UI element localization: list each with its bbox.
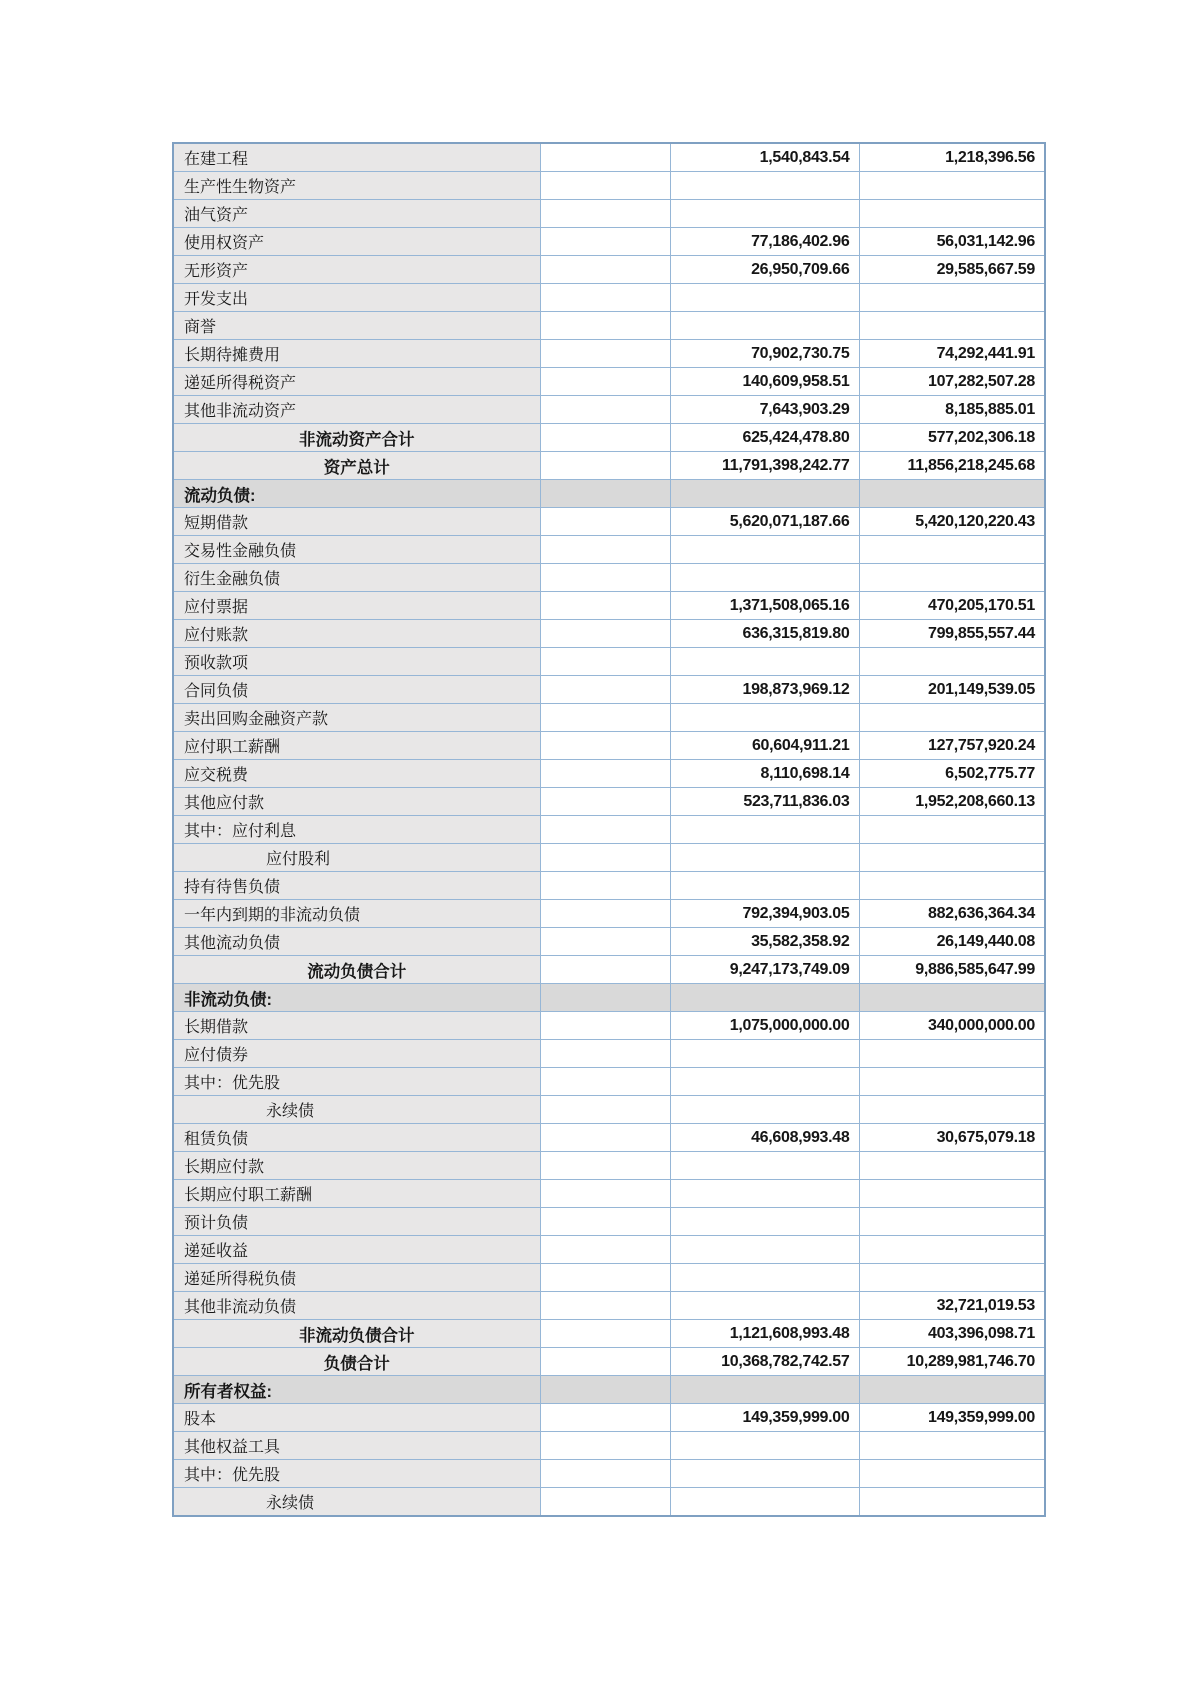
note-cell	[540, 424, 670, 452]
prior-amount-cell	[859, 1432, 1045, 1460]
prior-amount-cell	[859, 1376, 1045, 1404]
account-cell: 合同负债	[173, 676, 540, 704]
prior-amount-cell	[859, 312, 1045, 340]
table-row	[173, 648, 1045, 676]
account-cell: 生产性生物资产	[173, 172, 540, 200]
note-cell	[540, 1264, 670, 1292]
note-cell	[540, 676, 670, 704]
note-cell	[540, 1040, 670, 1068]
account-cell: 预收款项	[173, 648, 540, 676]
prior-amount-cell	[859, 648, 1045, 676]
account-cell: 其他非流动资产	[173, 396, 540, 424]
account-cell: 其他应付款	[173, 788, 540, 816]
prior-amount-cell: 799,855,557.44	[859, 620, 1045, 648]
current-amount-cell	[670, 1292, 859, 1320]
table-row	[173, 256, 1045, 284]
prior-amount-cell: 470,205,170.51	[859, 592, 1045, 620]
prior-amount-cell: 1,218,396.56	[859, 143, 1045, 172]
note-cell	[540, 928, 670, 956]
account-cell: 应付账款	[173, 620, 540, 648]
table-row	[173, 1432, 1045, 1460]
note-cell	[540, 1096, 670, 1124]
account-cell: 其中：优先股	[173, 1460, 540, 1488]
account-cell: 使用权资产	[173, 228, 540, 256]
table-row	[173, 620, 1045, 648]
note-cell	[540, 1460, 670, 1488]
table-row	[173, 1068, 1045, 1096]
prior-amount-cell: 577,202,306.18	[859, 424, 1045, 452]
table-row	[173, 676, 1045, 704]
account-cell: 无形资产	[173, 256, 540, 284]
account-cell: 开发支出	[173, 284, 540, 312]
current-amount-cell: 70,902,730.75	[670, 340, 859, 368]
table-row	[173, 872, 1045, 900]
table-row	[173, 172, 1045, 200]
table-row	[173, 1040, 1045, 1068]
note-cell	[540, 760, 670, 788]
note-cell	[540, 452, 670, 480]
prior-amount-cell	[859, 1236, 1045, 1264]
account-cell: 商誉	[173, 312, 540, 340]
prior-amount-cell: 882,636,364.34	[859, 900, 1045, 928]
table-row	[173, 816, 1045, 844]
account-cell: 应付票据	[173, 592, 540, 620]
current-amount-cell: 625,424,478.80	[670, 424, 859, 452]
current-amount-cell: 636,315,819.80	[670, 620, 859, 648]
table-row	[173, 424, 1045, 452]
current-amount-cell	[670, 1040, 859, 1068]
current-amount-cell	[670, 284, 859, 312]
account-cell: 租赁负债	[173, 1124, 540, 1152]
prior-amount-cell: 26,149,440.08	[859, 928, 1045, 956]
note-cell	[540, 788, 670, 816]
prior-amount-cell: 56,031,142.96	[859, 228, 1045, 256]
current-amount-cell	[670, 648, 859, 676]
account-cell: 流动负债:	[173, 480, 540, 508]
table-row	[173, 1460, 1045, 1488]
note-cell	[540, 1320, 670, 1348]
table-row	[173, 1180, 1045, 1208]
current-amount-cell	[670, 1432, 859, 1460]
prior-amount-cell	[859, 284, 1045, 312]
table-row	[173, 228, 1045, 256]
current-amount-cell: 10,368,782,742.57	[670, 1348, 859, 1376]
table-row	[173, 200, 1045, 228]
note-cell	[540, 1488, 670, 1517]
account-cell: 非流动负债:	[173, 984, 540, 1012]
table-row	[173, 900, 1045, 928]
current-amount-cell	[670, 480, 859, 508]
prior-amount-cell: 149,359,999.00	[859, 1404, 1045, 1432]
prior-amount-cell	[859, 1040, 1045, 1068]
note-cell	[540, 564, 670, 592]
current-amount-cell	[670, 1068, 859, 1096]
account-cell: 持有待售负债	[173, 872, 540, 900]
table-row	[173, 1124, 1045, 1152]
prior-amount-cell	[859, 1096, 1045, 1124]
note-cell	[540, 480, 670, 508]
note-cell	[540, 284, 670, 312]
current-amount-cell: 1,121,608,993.48	[670, 1320, 859, 1348]
table-row	[173, 508, 1045, 536]
account-cell: 长期借款	[173, 1012, 540, 1040]
table-row	[173, 844, 1045, 872]
note-cell	[540, 396, 670, 424]
table-row	[173, 1292, 1045, 1320]
note-cell	[540, 340, 670, 368]
current-amount-cell: 1,540,843.54	[670, 143, 859, 172]
prior-amount-cell: 201,149,539.05	[859, 676, 1045, 704]
prior-amount-cell: 340,000,000.00	[859, 1012, 1045, 1040]
account-cell: 衍生金融负债	[173, 564, 540, 592]
current-amount-cell	[670, 200, 859, 228]
current-amount-cell	[670, 172, 859, 200]
table-row	[173, 1348, 1045, 1376]
prior-amount-cell	[859, 1460, 1045, 1488]
note-cell	[540, 200, 670, 228]
account-cell: 短期借款	[173, 508, 540, 536]
table-row	[173, 340, 1045, 368]
prior-amount-cell	[859, 1208, 1045, 1236]
prior-amount-cell: 11,856,218,245.68	[859, 452, 1045, 480]
account-cell: 递延所得税负债	[173, 1264, 540, 1292]
account-cell: 在建工程	[173, 143, 540, 172]
current-amount-cell: 1,371,508,065.16	[670, 592, 859, 620]
prior-amount-cell	[859, 172, 1045, 200]
prior-amount-cell: 30,675,079.18	[859, 1124, 1045, 1152]
account-cell: 股本	[173, 1404, 540, 1432]
current-amount-cell: 792,394,903.05	[670, 900, 859, 928]
current-amount-cell: 77,186,402.96	[670, 228, 859, 256]
account-cell: 卖出回购金融资产款	[173, 704, 540, 732]
prior-amount-cell	[859, 564, 1045, 592]
account-cell: 应付职工薪酬	[173, 732, 540, 760]
note-cell	[540, 228, 670, 256]
account-cell: 其他非流动负债	[173, 1292, 540, 1320]
prior-amount-cell: 1,952,208,660.13	[859, 788, 1045, 816]
account-cell: 其中：优先股	[173, 1068, 540, 1096]
account-cell: 油气资产	[173, 200, 540, 228]
note-cell	[540, 1236, 670, 1264]
table-row	[173, 984, 1045, 1012]
current-amount-cell: 35,582,358.92	[670, 928, 859, 956]
account-cell: 应付债券	[173, 1040, 540, 1068]
note-cell	[540, 143, 670, 172]
current-amount-cell	[670, 1180, 859, 1208]
current-amount-cell: 46,608,993.48	[670, 1124, 859, 1152]
note-cell	[540, 872, 670, 900]
note-cell	[540, 648, 670, 676]
prior-amount-cell: 9,886,585,647.99	[859, 956, 1045, 984]
note-cell	[540, 1292, 670, 1320]
account-cell: 长期待摊费用	[173, 340, 540, 368]
note-cell	[540, 1376, 670, 1404]
note-cell	[540, 592, 670, 620]
note-cell	[540, 1432, 670, 1460]
account-cell: 永续债	[173, 1096, 540, 1124]
table-row	[173, 1488, 1045, 1517]
current-amount-cell: 140,609,958.51	[670, 368, 859, 396]
current-amount-cell	[670, 1096, 859, 1124]
account-cell: 交易性金融负债	[173, 536, 540, 564]
balance-sheet-body	[173, 143, 1045, 1516]
current-amount-cell	[670, 1376, 859, 1404]
account-cell: 一年内到期的非流动负债	[173, 900, 540, 928]
note-cell	[540, 1068, 670, 1096]
table-row	[173, 480, 1045, 508]
prior-amount-cell	[859, 480, 1045, 508]
current-amount-cell: 9,247,173,749.09	[670, 956, 859, 984]
account-cell: 其他权益工具	[173, 1432, 540, 1460]
table-row	[173, 928, 1045, 956]
prior-amount-cell: 127,757,920.24	[859, 732, 1045, 760]
prior-amount-cell: 29,585,667.59	[859, 256, 1045, 284]
prior-amount-cell: 74,292,441.91	[859, 340, 1045, 368]
prior-amount-cell	[859, 1264, 1045, 1292]
prior-amount-cell: 403,396,098.71	[859, 1320, 1045, 1348]
current-amount-cell: 26,950,709.66	[670, 256, 859, 284]
table-row	[173, 564, 1045, 592]
account-cell: 永续债	[173, 1488, 540, 1517]
note-cell	[540, 1124, 670, 1152]
note-cell	[540, 900, 670, 928]
prior-amount-cell: 107,282,507.28	[859, 368, 1045, 396]
balance-sheet-table	[172, 142, 1046, 1517]
table-row	[173, 143, 1045, 172]
table-row	[173, 368, 1045, 396]
current-amount-cell	[670, 1264, 859, 1292]
account-cell: 递延收益	[173, 1236, 540, 1264]
current-amount-cell: 198,873,969.12	[670, 676, 859, 704]
note-cell	[540, 704, 670, 732]
table-row	[173, 1236, 1045, 1264]
prior-amount-cell: 10,289,981,746.70	[859, 1348, 1045, 1376]
account-cell: 长期应付款	[173, 1152, 540, 1180]
current-amount-cell: 1,075,000,000.00	[670, 1012, 859, 1040]
note-cell	[540, 1348, 670, 1376]
note-cell	[540, 984, 670, 1012]
prior-amount-cell	[859, 536, 1045, 564]
current-amount-cell	[670, 1460, 859, 1488]
note-cell	[540, 816, 670, 844]
note-cell	[540, 1208, 670, 1236]
table-row	[173, 1264, 1045, 1292]
prior-amount-cell: 6,502,775.77	[859, 760, 1045, 788]
account-cell: 流动负债合计	[173, 956, 540, 984]
current-amount-cell: 149,359,999.00	[670, 1404, 859, 1432]
table-row	[173, 1152, 1045, 1180]
table-row	[173, 1208, 1045, 1236]
current-amount-cell: 5,620,071,187.66	[670, 508, 859, 536]
table-row	[173, 704, 1045, 732]
table-row	[173, 592, 1045, 620]
account-cell: 应付股利	[173, 844, 540, 872]
prior-amount-cell	[859, 872, 1045, 900]
current-amount-cell	[670, 564, 859, 592]
current-amount-cell	[670, 1208, 859, 1236]
prior-amount-cell	[859, 1488, 1045, 1517]
table-row	[173, 1376, 1045, 1404]
note-cell	[540, 1180, 670, 1208]
current-amount-cell: 7,643,903.29	[670, 396, 859, 424]
prior-amount-cell	[859, 1180, 1045, 1208]
current-amount-cell	[670, 1152, 859, 1180]
table-row	[173, 452, 1045, 480]
table-row	[173, 284, 1045, 312]
account-cell: 递延所得税资产	[173, 368, 540, 396]
current-amount-cell	[670, 536, 859, 564]
current-amount-cell: 8,110,698.14	[670, 760, 859, 788]
prior-amount-cell: 8,185,885.01	[859, 396, 1045, 424]
note-cell	[540, 172, 670, 200]
current-amount-cell	[670, 312, 859, 340]
current-amount-cell	[670, 704, 859, 732]
current-amount-cell	[670, 872, 859, 900]
current-amount-cell	[670, 1488, 859, 1517]
table-row	[173, 1320, 1045, 1348]
current-amount-cell	[670, 984, 859, 1012]
table-row	[173, 312, 1045, 340]
prior-amount-cell	[859, 704, 1045, 732]
note-cell	[540, 1012, 670, 1040]
table-row	[173, 956, 1045, 984]
prior-amount-cell	[859, 844, 1045, 872]
prior-amount-cell: 5,420,120,220.43	[859, 508, 1045, 536]
note-cell	[540, 1404, 670, 1432]
current-amount-cell: 60,604,911.21	[670, 732, 859, 760]
account-cell: 其他流动负债	[173, 928, 540, 956]
account-cell: 负债合计	[173, 1348, 540, 1376]
note-cell	[540, 256, 670, 284]
account-cell: 资产总计	[173, 452, 540, 480]
note-cell	[540, 1152, 670, 1180]
note-cell	[540, 732, 670, 760]
account-cell: 其中：应付利息	[173, 816, 540, 844]
table-row	[173, 1012, 1045, 1040]
note-cell	[540, 368, 670, 396]
table-row	[173, 788, 1045, 816]
table-row	[173, 1096, 1045, 1124]
table-row	[173, 760, 1045, 788]
prior-amount-cell	[859, 200, 1045, 228]
table-row	[173, 396, 1045, 424]
prior-amount-cell	[859, 816, 1045, 844]
current-amount-cell	[670, 1236, 859, 1264]
current-amount-cell	[670, 816, 859, 844]
note-cell	[540, 508, 670, 536]
current-amount-cell: 11,791,398,242.77	[670, 452, 859, 480]
table-row	[173, 1404, 1045, 1432]
prior-amount-cell: 32,721,019.53	[859, 1292, 1045, 1320]
account-cell: 非流动资产合计	[173, 424, 540, 452]
note-cell	[540, 312, 670, 340]
account-cell: 预计负债	[173, 1208, 540, 1236]
prior-amount-cell	[859, 1152, 1045, 1180]
note-cell	[540, 844, 670, 872]
table-row	[173, 732, 1045, 760]
account-cell: 所有者权益:	[173, 1376, 540, 1404]
account-cell: 长期应付职工薪酬	[173, 1180, 540, 1208]
note-cell	[540, 536, 670, 564]
current-amount-cell: 523,711,836.03	[670, 788, 859, 816]
note-cell	[540, 956, 670, 984]
prior-amount-cell	[859, 1068, 1045, 1096]
current-amount-cell	[670, 844, 859, 872]
account-cell: 非流动负债合计	[173, 1320, 540, 1348]
table-row	[173, 536, 1045, 564]
account-cell: 应交税费	[173, 760, 540, 788]
prior-amount-cell	[859, 984, 1045, 1012]
note-cell	[540, 620, 670, 648]
